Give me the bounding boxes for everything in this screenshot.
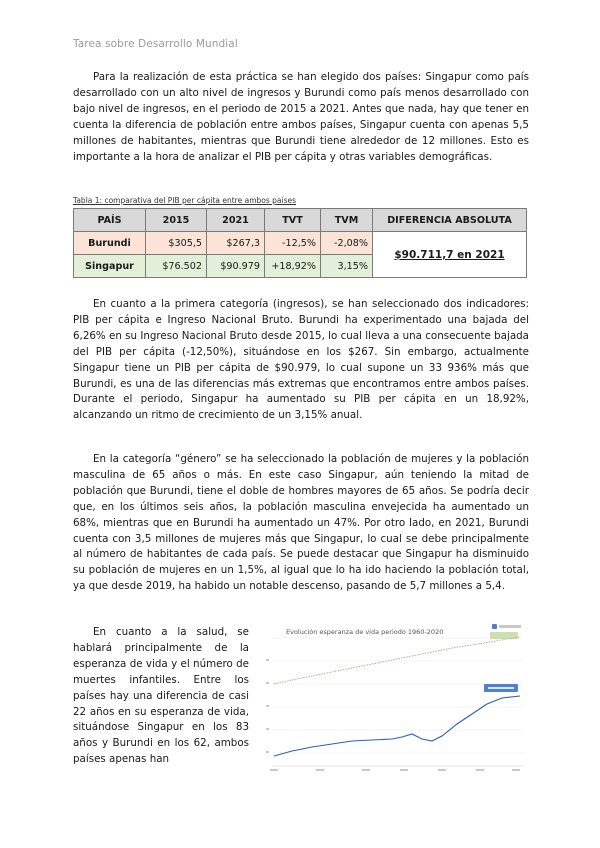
document-header: Tarea sobre Desarrollo Mundial xyxy=(73,38,238,50)
burundi-tag-label xyxy=(488,687,514,689)
header-pais: PAÍS xyxy=(74,209,146,232)
legend-label xyxy=(499,625,521,628)
cell-country: Singapur xyxy=(74,255,146,278)
paragraph-salud: En cuanto a la salud, se hablará principalmente de la esperanza de vida y el número de muertes infantiles. Entre los países hay una diferencia de casi 22 años en su esperanza de vida, situándose Singapur en los 83 años y Burundi en los 62, ambos países apenas han xyxy=(73,626,249,766)
cell-tvt: +18,92% xyxy=(265,255,321,278)
cell-2021: $90.979 xyxy=(207,255,265,278)
cell-tvm: 3,15% xyxy=(321,255,373,278)
life-expectancy-chart xyxy=(262,618,528,776)
header-diferencia: DIFERENCIA ABSOLUTA xyxy=(373,209,527,232)
paragraph-ingresos: En cuanto a la primera categoría (ingresos), se han seleccionado dos indicadores: PIB per cápita e Ingreso Nacional Bruto. Burundi ha experimentado una bajada del 6,26% en su Ingreso Nacional Bruto desde 2015, lo cual lleva a una consecuente bajada del PIB per cápita (-12,50%), situándose en los $267. Sin embargo, actualmente Singapur tiene un PIB per cápita de $90.979, lo cual supone un 33 936% más que Burundi, es una de las diferencias más extremas que encontramos entre ambos países. Durante el periodo, Singapur ha aumentado su PIB per cápita en un 18,92%, alcanzando un ritmo de crecimiento de un 3,15% anual. xyxy=(73,298,529,422)
singapur-tag xyxy=(490,632,518,639)
life-expectancy-chart-svg xyxy=(262,618,528,776)
cell-2015: $76.502 xyxy=(146,255,207,278)
header-tvm: TVM xyxy=(321,209,373,232)
cell-tvt: -12,5% xyxy=(265,232,321,255)
cell-2021: $267,3 xyxy=(207,232,265,255)
cell-country: Burundi xyxy=(74,232,146,255)
header-2021: 2021 xyxy=(207,209,265,232)
gdp-comparison-table xyxy=(73,208,527,278)
paragraph-intro: Para la realización de esta práctica se han elegido dos países: Singapur como país desarrollado con un alto nivel de ingresos y Burundi como país menos desarrollado con bajo nivel de ingresos, en el periodo de 2015 a 2021. Antes que nada, hay que tener en cuenta la diferencia de población entre ambos países, Singapur cuenta con apenas 5,5 millones de habitantes, mientras que Burundi tiene alrededor de 12 millones. Esto es importante a la hora de analizar el PIB per cápita y otras variables demográficas. xyxy=(73,71,529,163)
table-row xyxy=(74,232,527,255)
cell-tvm: -2,08% xyxy=(321,232,373,255)
legend-checkbox-icon xyxy=(492,624,497,629)
table-caption: Tabla 1: comparativa del PIB per cápita entre ambos países xyxy=(73,196,297,205)
cell-2015: $305,5 xyxy=(146,232,207,255)
paragraph-genero: En la categoría “género” se ha seleccionado la población de mujeres y la población masculina de 65 años o más. En este caso Singapur, aún teniendo la mitad de población que Burundi, tiene el doble de hombres mayores de 65 años. Se podría decir que, en los últimos seis años, la población masculina envejecida ha aumentado un 68%, mientras que en Burundi ha aumentado un 47%. Por otro lado, en 2021, Burundi cuenta con 3,5 millones de mujeres más que Singapur, lo cual se debe principalmente al número de habitantes de cada país. Se puede destacar que Singapur ha disminuido su población de mujeres en un 1,5%, al igual que lo ha ido haciendo la población total, ya que desde 2019, ha habido un notable descenso, pasando de 5,7 millones a 5,4. xyxy=(73,453,529,593)
header-2015: 2015 xyxy=(146,209,207,232)
table-header-row xyxy=(74,209,527,232)
cell-diferencia: $90.711,7 en 2021 xyxy=(373,232,527,278)
header-tvt: TVT xyxy=(265,209,321,232)
chart-title: Evolución esperanza de vida periodo 1960-2020 xyxy=(286,628,444,636)
